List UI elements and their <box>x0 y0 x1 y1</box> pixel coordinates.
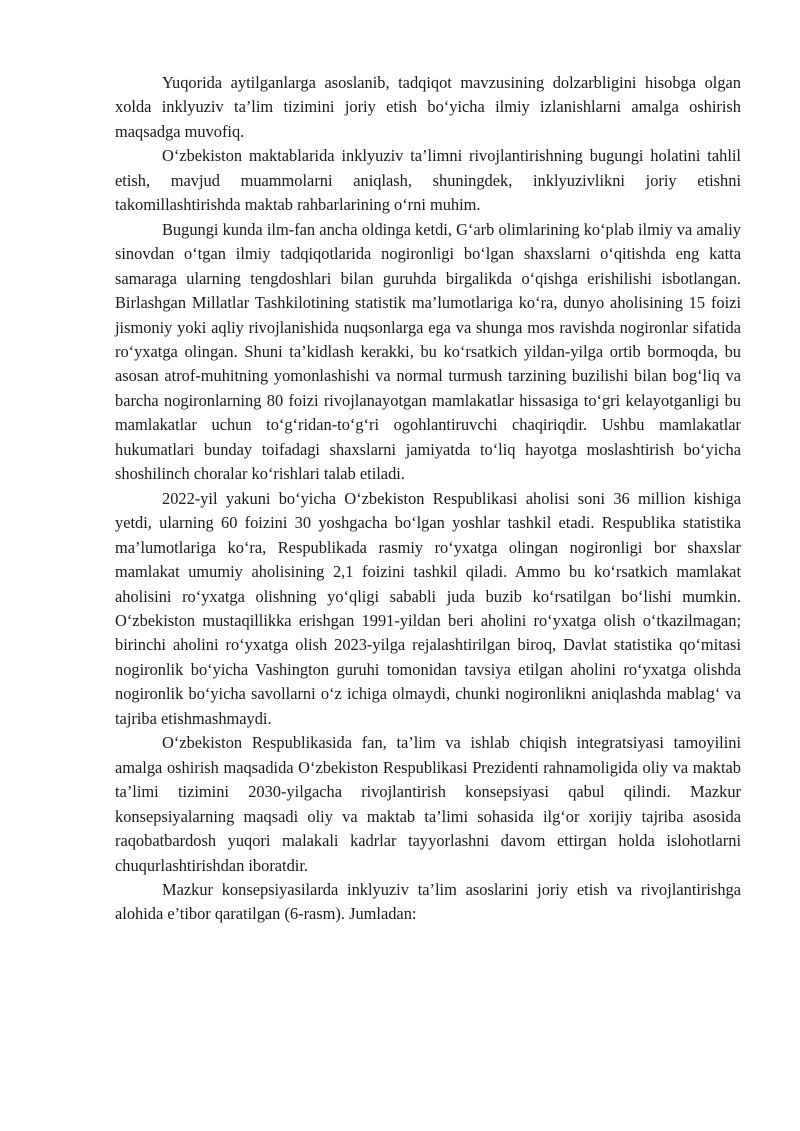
paragraph-uzbekistan-statistics: 2022-yil yakuni bo‘yicha O‘zbekiston Respublikasi aholisi soni 36 million kishiga yetdi, ularning 60 foizini 30 yoshgacha bo‘lgan yoshlar tashkil etadi. Respublika statistika ma’lumotlariga ko‘ra, Respublikada rasmiy ro‘yxatga olingan nogironligi bor shaxslar mamlakat umumiy aholisining 2,1 foizini tashkil qiladi. Ammo bu ko‘rsatkich mamlakat aholisini ro‘yxatga olishning yo‘qligi sababli juda buzib ko‘rsatilgan bo‘lishi mumkin. O‘zbekiston mustaqillikka erishgan 1991-yildan beri aholini ro‘yxatga olish o‘tkazilmagan; birinchi aholini ro‘yxatga olish 2023-yilga rejalashtirilgan biroq, Davlat statistika qo‘mitasi nogironlik bo‘yicha Vashington guruhi tomonidan tavsiya etilgan aholini ro‘yxatga olishda nogironlik bo‘yicha savollarni o‘z ichiga olmaydi, chunki nogironlikni aniqlashda mablag‘ va tajriba etishmashmaydi. <box>115 488 741 728</box>
document-page <box>115 71 741 927</box>
paragraph-education-concept-2030: O‘zbekiston Respublikasida fan, ta’lim va ishlab chiqish integratsiyasi tamoyilini amalga oshirish maqsadida O‘zbekiston Respublikasi Prezidenti rahnamoligida oliy va maktab ta’limi tizimini 2030-yilgacha rivojlantirish konsepsiyasi qabul qilindi. Mazkur konsepsiyalarning maqsadi oliy va maktab ta’limi sohasida ilg‘or xorijiy tajriba asosida raqobatbardosh yuqori malakali kadrlar tayyorlashni davom ettirgan holda islohotlarni chuqurlashtirishdan iboratdir. <box>115 733 741 875</box>
paragraph-world-statistics: Bugungi kunda ilm-fan ancha oldinga ketdi, G‘arb olimlarining ko‘plab ilmiy va amaliy sinovdan o‘tgan ilmiy tadqiqotlarida nogironligi bo‘lgan shaxslarni o‘qitishda eng katta samaraga ularning tengdoshlari bilan guruhda birgalikda o‘qishga erishilishi isbotlangan. Birlashgan Millatlar Tashkilotining statistik ma’lumotlariga ko‘ra, dunyo aholisining 15 foizi jismoniy yoki aqliy rivojlanishida nuqsonlarga ega va shunga mos ravishda nogironlar sifatida ro‘yxatga olingan. Shuni ta’kidlash kerakki, bu ko‘rsatkich yildan-yilga ortib bormoqda, bu asosan atrof-muhitning yomonlashishi va normal turmush tarzining buzilishi bilan bog‘liq va barcha nogironlarning 80 foizi rivojlanayotgan mamlakatlar hissasiga to‘gri kelayotganligi bu mamlakatlar uchun to‘g‘ridan-to‘g‘ri ogohlantiruvchi chaqiriqdir. Ushbu mamlakatlar hukumatlari bunday toifadagi shaxslarni jamiyatda to‘liq hayotga moslashtirish bo‘yicha shoshilinch choralar ko‘rishlari talab etiladi. <box>115 219 741 484</box>
paragraph-research-relevance: Yuqorida aytilganlarga asoslanib, tadqiqot mavzusining dolzarbligini hisobga olgan xolda inklyuziv ta’lim tizimini joriy etish bo‘yicha ilmiy izlanishlarni amalga oshirish maqsadga muvofiq. <box>115 73 741 141</box>
paragraph-inclusive-education-focus: Mazkur konsepsiyasilarda inklyuziv ta’lim asoslarini joriy etish va rivojlantirishga alohida e’tibor qaratilgan (6-rasm). Jumladan: <box>115 879 741 924</box>
paragraph-school-leaders-role: O‘zbekiston maktablarida inklyuziv ta’limni rivojlantirishning bugungi holatini tahlil etish, mavjud muammolarni aniqlash, shuningdek, inklyuzivlikni joriy etishni takomillashtirishda maktab rahbarlarining o‘rni muhim. <box>115 146 741 215</box>
